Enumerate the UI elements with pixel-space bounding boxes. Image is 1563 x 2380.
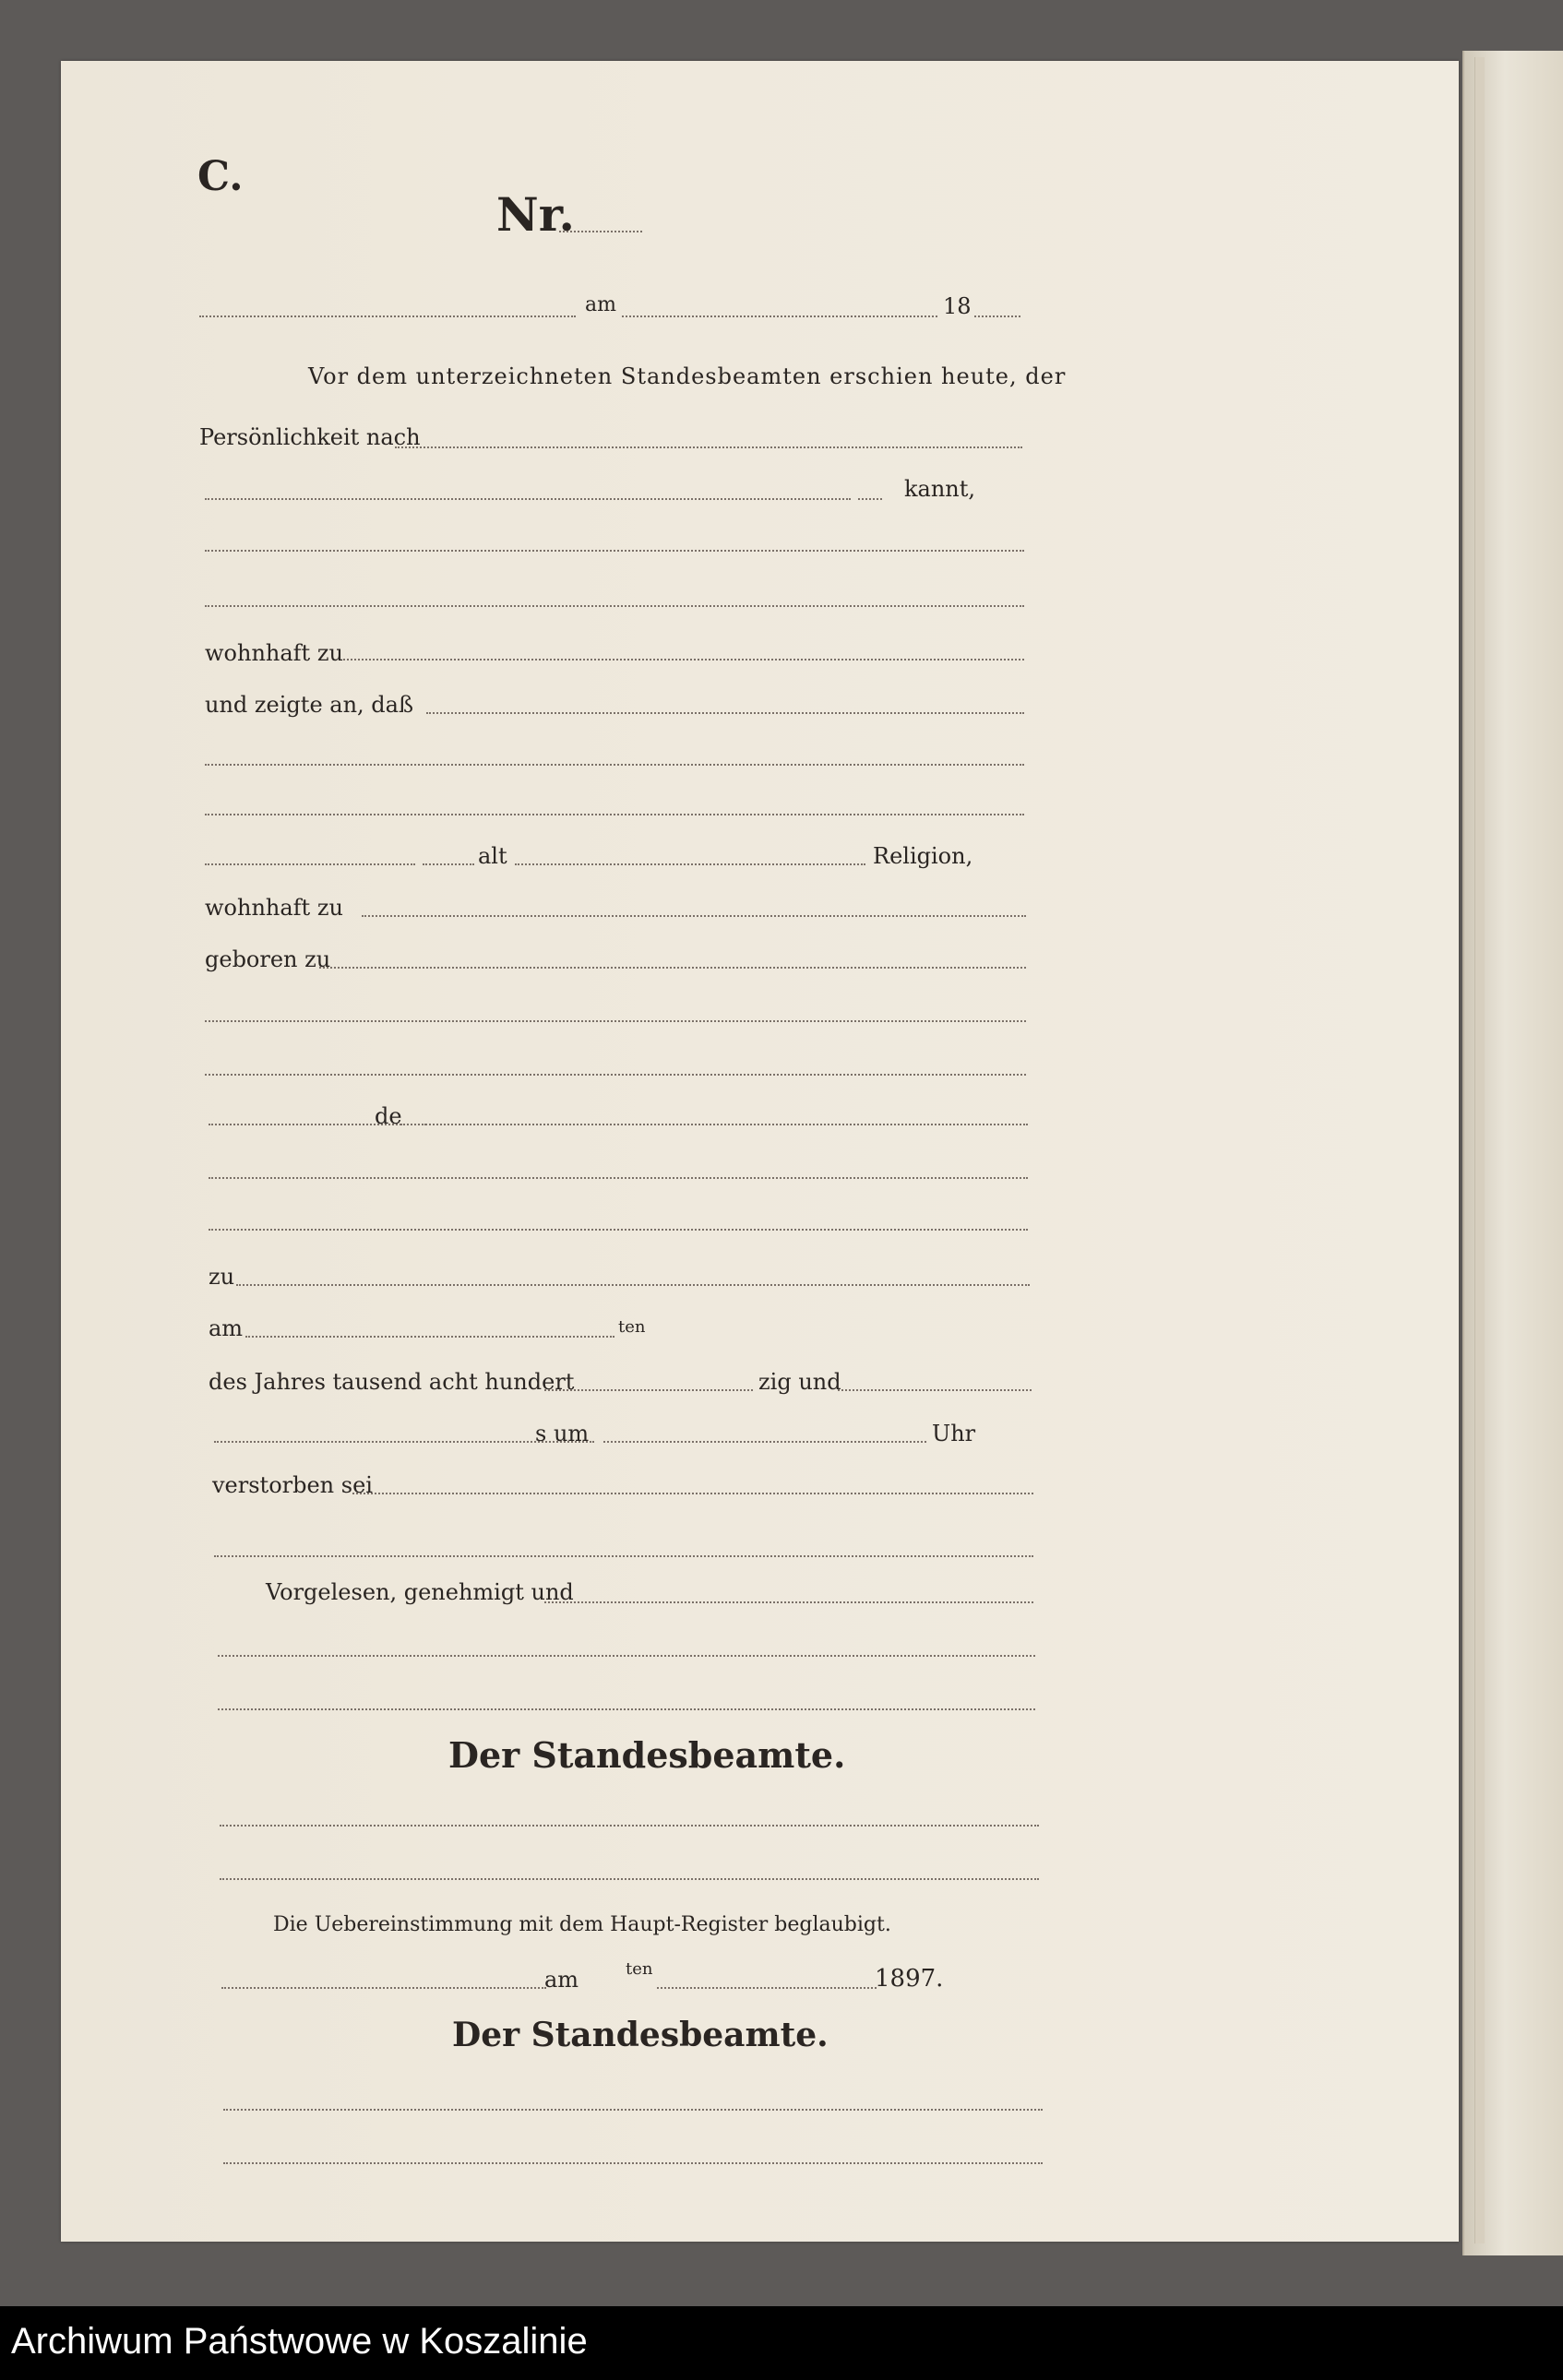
zig-und-label: zig und xyxy=(758,1369,841,1395)
s-um-label: s um xyxy=(535,1421,590,1446)
religion-field xyxy=(515,863,865,865)
line-field xyxy=(205,605,1024,607)
verstorben-label: verstorben sei xyxy=(212,1472,373,1498)
alt-label: alt xyxy=(478,843,507,869)
line-field xyxy=(218,1708,1035,1710)
zeigte-an-label: und zeigte an, daß xyxy=(205,692,413,718)
intro-text: Vor dem unterzeichneten Standesbeamten erschien heute, der xyxy=(308,363,1067,389)
day-field xyxy=(245,1336,614,1338)
form-letter: C. xyxy=(197,153,244,200)
de-label: de xyxy=(375,1103,402,1129)
age-field xyxy=(423,863,474,865)
uebereinstimmung-text: Die Uebereinstimmung mit dem Haupt-Register beglaubigt. xyxy=(273,1913,891,1936)
archive-footer xyxy=(0,2306,1563,2380)
ten-suffix-1: ten xyxy=(618,1317,646,1337)
line-field xyxy=(220,1878,1039,1880)
jahres-label: des Jahres tausend acht hundert xyxy=(209,1369,575,1395)
place-field xyxy=(199,315,576,317)
personality-label: Persönlichkeit nach xyxy=(199,424,421,450)
am-label-3: am xyxy=(544,1967,579,1993)
kannt-label: kannt, xyxy=(904,476,976,502)
line-field xyxy=(205,764,1024,766)
ten-suffix-2: ten xyxy=(626,1959,653,1979)
vorgelesen-label: Vorgelesen, genehmigt und xyxy=(266,1579,574,1605)
standesbeamte-heading-2: Der Standesbeamte. xyxy=(452,2016,829,2054)
number-label: Nr. xyxy=(496,187,575,242)
line-field xyxy=(218,1655,1035,1657)
place-field-2 xyxy=(221,1987,546,1989)
form-page xyxy=(61,61,1459,2242)
am-label: am xyxy=(585,293,616,316)
year-1897: 1897. xyxy=(875,1965,944,1993)
zu-label: zu xyxy=(209,1264,235,1290)
line-field xyxy=(205,1074,1026,1076)
hour-field xyxy=(603,1441,926,1443)
line-field xyxy=(220,1825,1039,1827)
signature-field xyxy=(544,1601,1033,1603)
line-field xyxy=(205,1020,1026,1022)
line-field xyxy=(214,1555,1033,1557)
year-unit-field xyxy=(838,1389,1032,1391)
name-field xyxy=(205,863,415,865)
line-field xyxy=(209,1177,1028,1179)
birthplace-field xyxy=(319,967,1026,969)
date-field-2 xyxy=(657,1987,877,1989)
wohnhaft-label-1: wohnhaft zu xyxy=(205,640,343,666)
wohnhaft-label-2: wohnhaft zu xyxy=(205,895,343,921)
religion-label: Religion, xyxy=(873,843,973,869)
residence-field-2 xyxy=(362,915,1026,917)
year-prefix: 18 xyxy=(943,293,972,319)
line-field xyxy=(223,2162,1043,2164)
residence-field-1 xyxy=(343,659,1024,660)
number-field xyxy=(559,231,642,232)
place-of-death-field xyxy=(236,1284,1030,1286)
line-field xyxy=(205,814,1024,815)
line-field xyxy=(209,1229,1028,1231)
line-field xyxy=(858,498,882,500)
line-field xyxy=(223,2109,1043,2111)
date-field xyxy=(622,315,937,317)
year-field xyxy=(974,315,1020,317)
am-label-2: am xyxy=(209,1315,244,1341)
geboren-label: geboren zu xyxy=(205,946,331,972)
personality-field xyxy=(395,446,1022,448)
line-field xyxy=(400,1124,1028,1125)
uhr-label: Uhr xyxy=(932,1421,976,1446)
page-fold xyxy=(1474,57,1485,2243)
report-field xyxy=(426,712,1024,714)
decade-field xyxy=(544,1389,753,1391)
line-field xyxy=(205,550,1024,552)
death-field xyxy=(352,1493,1033,1494)
standesbeamte-heading-1: Der Standesbeamte. xyxy=(448,1734,846,1776)
archive-name: Archiwum Państwowe w Koszalinie xyxy=(11,2321,588,2362)
line-field xyxy=(205,498,851,500)
